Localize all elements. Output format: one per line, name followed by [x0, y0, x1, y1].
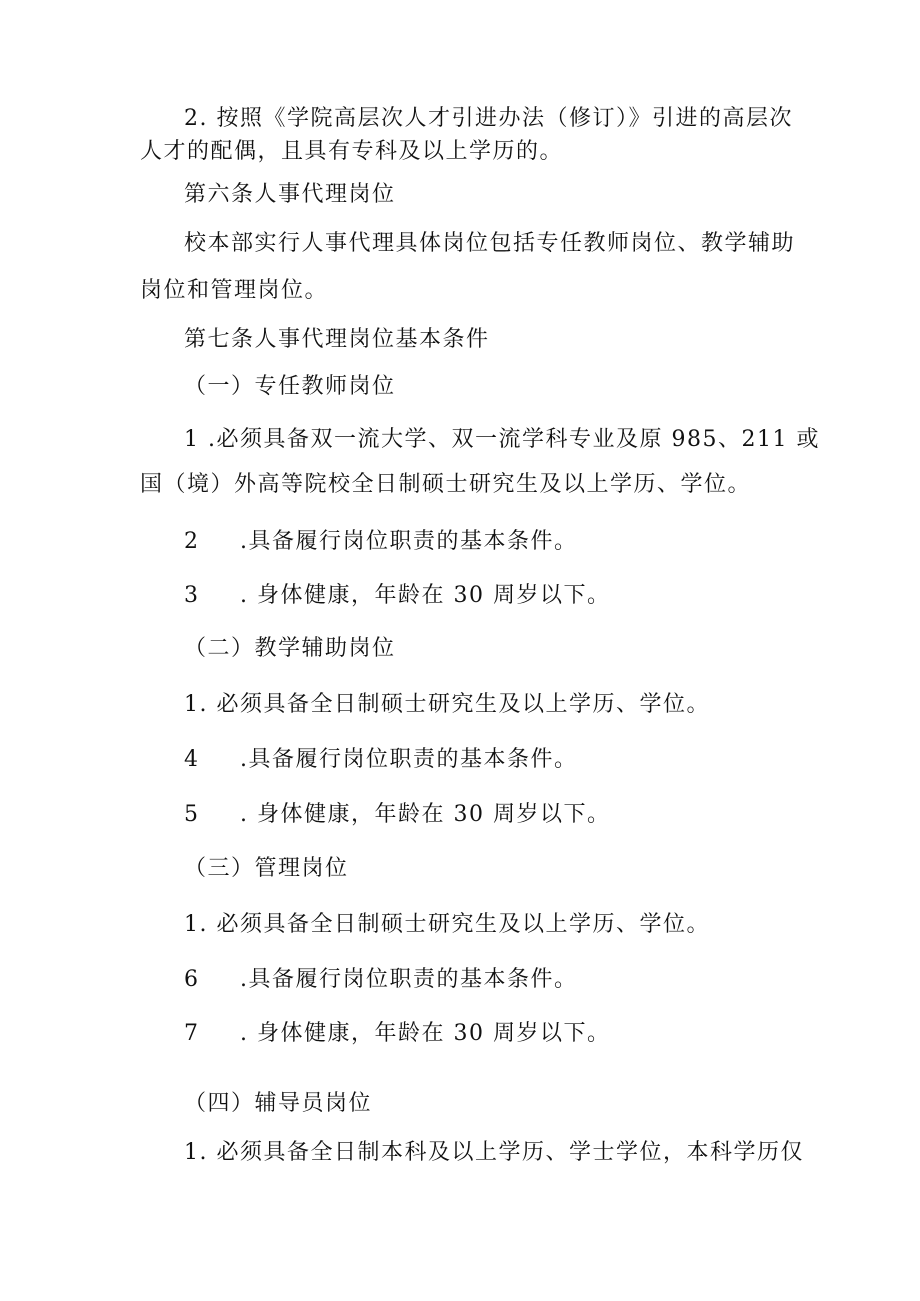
list-item — [184, 581, 610, 611]
paragraph-line: 2. 按照《学院高层次人才引进办法（修订）》引进的高层次 — [184, 106, 793, 131]
paragraph-line: 1. 必须具备全日制硕士研究生及以上学历、学位。 — [184, 692, 710, 717]
paragraph-line: 1 .必须具备双一流大学、双一流学科专业及原 985、211 或 — [184, 427, 820, 452]
item-text: .具备履行岗位职责的基本条件。 — [240, 529, 578, 554]
item-number: 7 — [184, 1021, 200, 1046]
paragraph-line: 1. 必须具备全日制本科及以上学历、学士学位，本科学历仅 — [184, 1140, 804, 1165]
article-title: 第六条人事代理岗位 — [184, 182, 396, 207]
list-item — [184, 1019, 610, 1049]
section-title: （一）专任教师岗位 — [184, 374, 396, 399]
paragraph-line: 岗位和管理岗位。 — [140, 278, 329, 303]
paragraph-line: 国（境）外高等院校全日制硕士研究生及以上学历、学位。 — [140, 472, 752, 497]
article-title: 第七条人事代理岗位基本条件 — [184, 327, 490, 352]
item-text: .具备履行岗位职责的基本条件。 — [240, 747, 578, 772]
item-number: 6 — [184, 967, 200, 992]
item-text: .具备履行岗位职责的基本条件。 — [240, 967, 578, 992]
section-title: （三）管理岗位 — [184, 856, 349, 881]
section-title: （四）辅导员岗位 — [184, 1091, 373, 1116]
paragraph-line: 校本部实行人事代理具体岗位包括专任教师岗位、教学辅助 — [184, 231, 796, 256]
item-number: 5 — [184, 802, 200, 827]
item-number: 3 — [184, 583, 200, 608]
paragraph-line: 1. 必须具备全日制硕士研究生及以上学历、学位。 — [184, 912, 710, 937]
paragraph-line: 人才的配偶，且具有专科及以上学历的。 — [140, 139, 564, 164]
item-number: 4 — [184, 747, 200, 772]
item-text: . 身体健康，年龄在 30 周岁以下。 — [240, 1021, 611, 1046]
list-item — [184, 527, 578, 557]
list-item — [184, 800, 610, 830]
item-text: . 身体健康，年龄在 30 周岁以下。 — [240, 583, 611, 608]
item-number: 2 — [184, 529, 200, 554]
list-item — [184, 745, 578, 775]
item-text: . 身体健康，年龄在 30 周岁以下。 — [240, 802, 611, 827]
section-title: （二）教学辅助岗位 — [184, 636, 396, 661]
list-item — [184, 965, 578, 995]
